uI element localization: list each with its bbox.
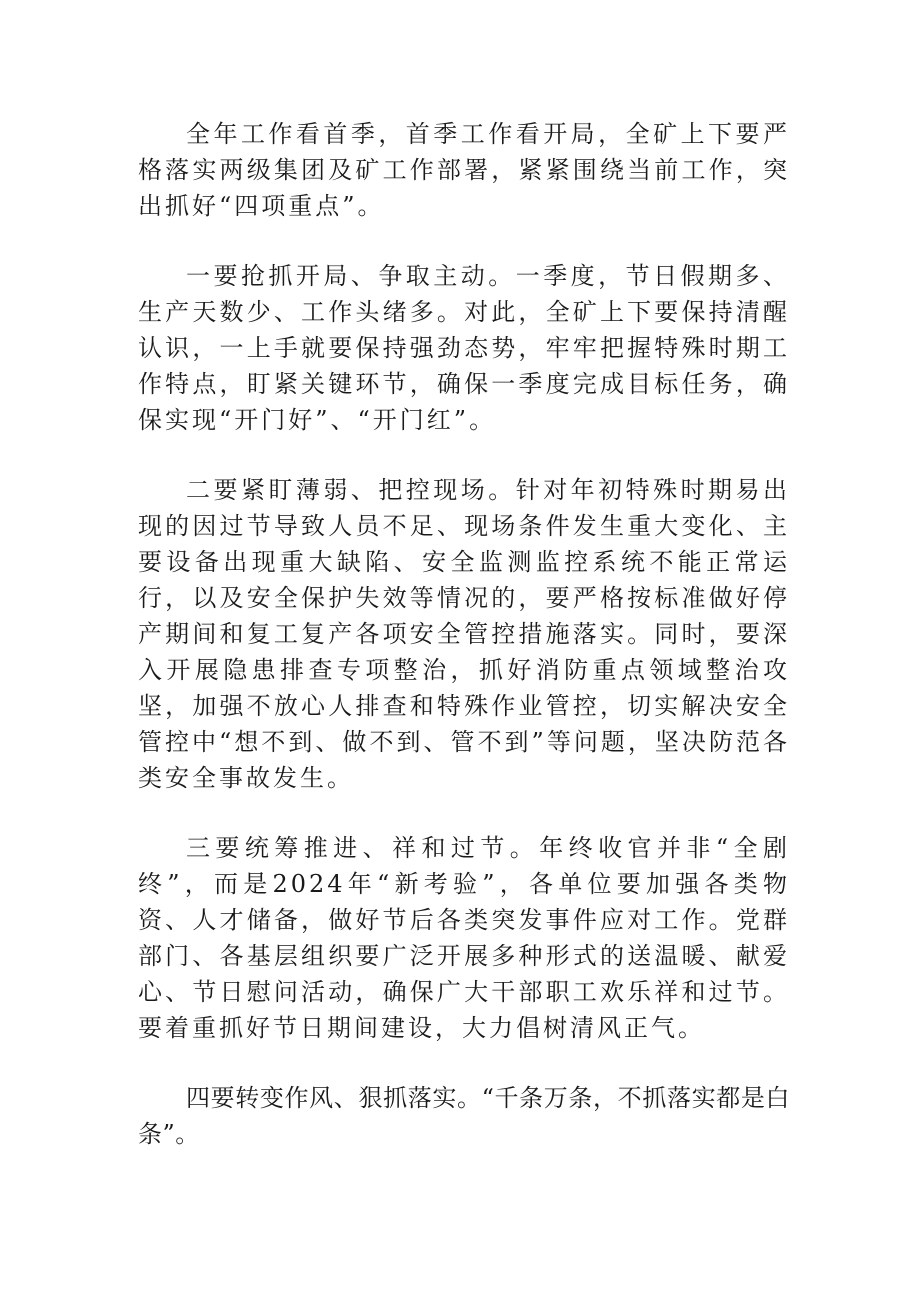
- paragraph-point-two: 二要紧盯薄弱、把控现场。针对年初特殊时期易出现的因过节导致人员不足、现场条件发生重大变化、主要设备出现重大缺陷、安全监测监控系统不能正常运行，以及安全保护失效等情况的，要严格按标准做好停产期间和复工复产各项安全管控措施落实。同时，要深入开展隐患排查专项整治，抓好消防重点领域整治攻坚，加强不放心人排查和特殊作业管控，切实解决安全管控中“想不到、做不到、管不到”等问题，坚决防范各类安全事故发生。: [138, 476, 790, 792]
- paragraph-point-three: 三要统筹推进、祥和过节。年终收官并非“全剧终”，而是2024年“新考验”，各单位要加强各类物资、人才储备，做好节后各类突发事件应对工作。党群部门、各基层组织要广泛开展多种形式的送温暖、献爱心、节日慰问活动，确保广大干部职工欢乐祥和过节。要着重抓好节日期间建设，大力倡树清风正气。: [138, 834, 790, 1042]
- paragraph-intro: 全年工作看首季，首季工作看开局，全矿上下要严格落实两级集团及矿工作部署，紧紧围绕当前工作，突出抓好“四项重点”。: [138, 120, 790, 220]
- paragraph-point-four: 四要转变作风、狠抓落实。“千条万条，不抓落实都是白条”。: [138, 1084, 790, 1148]
- paragraph-point-one: 一要抢抓开局、争取主动。一季度，节日假期多、生产天数少、工作头绪多。对此，全矿上下要保持清醒认识，一上手就要保持强劲态势，牢牢把握特殊时期工作特点，盯紧关键环节，确保一季度完成目标任务，确保实现“开门好”、“开门红”。: [138, 262, 790, 434]
- document-body: [138, 116, 790, 1152]
